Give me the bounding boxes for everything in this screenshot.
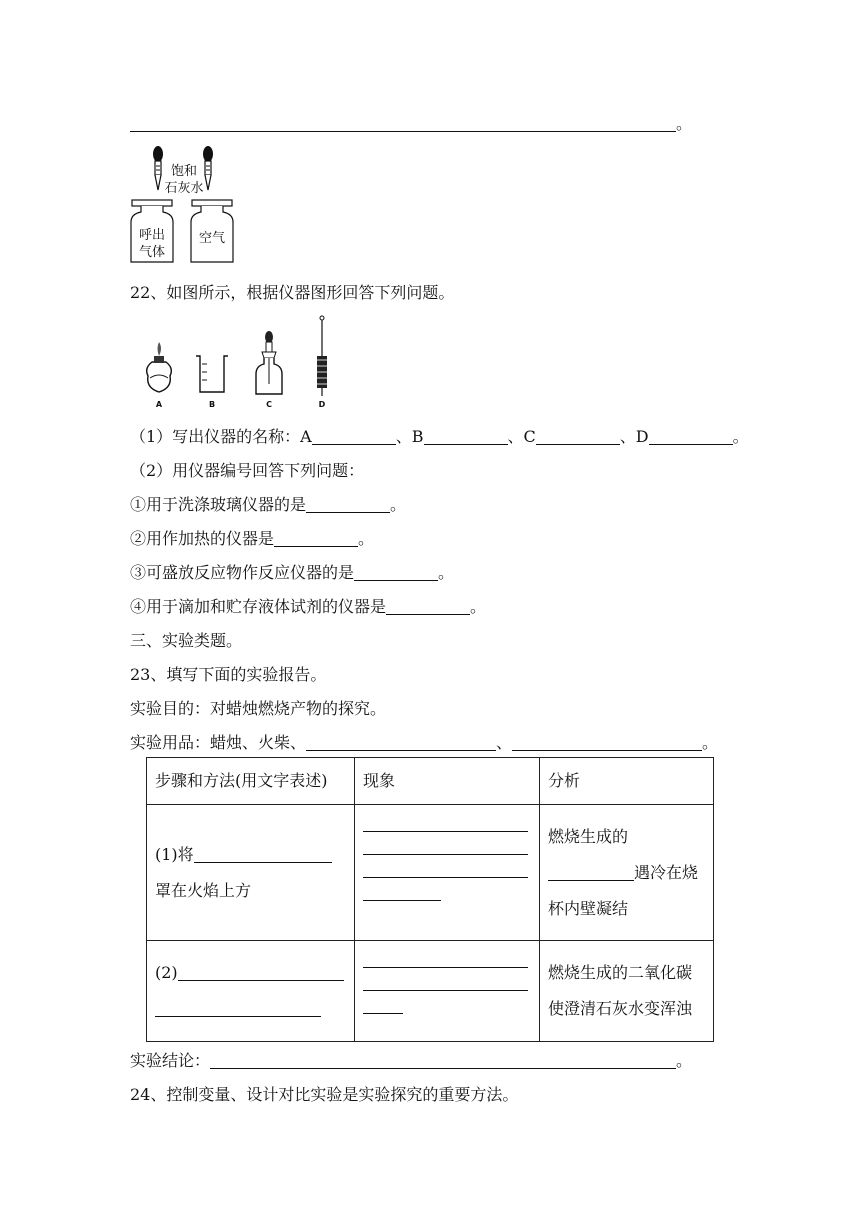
- q22-item-2: [130, 529, 374, 549]
- bottle1-label-line2: 气体: [138, 245, 166, 260]
- beaker-icon: [196, 356, 228, 392]
- q22-item-4-blank[interactable]: [386, 598, 470, 615]
- dropper-label-2: 石灰水: [164, 181, 204, 196]
- instruments-figure: [136, 312, 346, 412]
- q22-item-1: [130, 495, 406, 515]
- header-analysis: 分析: [540, 758, 714, 805]
- q23-conclusion-end: 。: [676, 1051, 693, 1070]
- row1-analysis: [540, 805, 714, 941]
- experiment-report-table: [146, 757, 714, 1042]
- header-step: 步骤和方法(用文字表述): [147, 758, 355, 805]
- q22-part1: [130, 427, 749, 447]
- row2-phenomenon[interactable]: [355, 941, 540, 1042]
- conclusion-blank[interactable]: [210, 1052, 676, 1069]
- blank-a[interactable]: [312, 428, 396, 445]
- table-row: [147, 941, 714, 1042]
- alcohol-lamp-icon: [147, 342, 172, 392]
- row1-analysis-line2: 遇冷在烧: [634, 862, 699, 882]
- dropping-bottle-icon: [256, 331, 282, 394]
- row1-step: [147, 805, 355, 941]
- q22-part1-end: 。: [732, 427, 749, 446]
- sep-c: 、C: [507, 427, 536, 446]
- q22-item-2-text: ②用作加热的仪器是: [130, 529, 275, 548]
- limewater-figure: [128, 142, 244, 264]
- blank-c[interactable]: [536, 428, 620, 445]
- row1-step-blank[interactable]: [194, 846, 332, 863]
- q22-item-2-blank[interactable]: [274, 530, 358, 547]
- q22-title: 22、如图所示，根据仪器图形回答下列问题。: [130, 283, 455, 302]
- section-3-heading: 三、实验类题。: [130, 631, 243, 650]
- sep-b: 、B: [395, 427, 424, 446]
- supplies-blank-1[interactable]: [306, 734, 496, 751]
- dropper-label-1: 饱和: [170, 164, 198, 179]
- q22-item-2-end: 。: [358, 529, 375, 548]
- q22-item-4: [130, 597, 486, 617]
- row1-analysis-line1: 燃烧生成的: [548, 826, 629, 846]
- q23-supplies-prefix: 实验用品：蜡烛、火柴、: [130, 733, 307, 752]
- sep-d: 、D: [619, 427, 649, 446]
- label-b: B: [208, 400, 216, 409]
- q23-supplies-end: 。: [702, 733, 719, 752]
- q22-item-3: [130, 563, 454, 583]
- supplies-blank-2[interactable]: [512, 734, 702, 751]
- q22-item-4-end: 。: [470, 597, 487, 616]
- table-row: [147, 805, 714, 941]
- row2-analysis-line1: 燃烧生成的二氧化碳: [548, 963, 693, 982]
- bottle1-label-line1: 呼出: [138, 228, 166, 243]
- header-phenomenon: 现象: [355, 758, 540, 805]
- q23-conclusion-prefix: 实验结论：: [130, 1051, 211, 1070]
- row2-analysis: [540, 941, 714, 1042]
- row2-analysis-line2: 使澄清石灰水变浑浊: [548, 999, 693, 1018]
- q22-item-1-text: ①用于洗涤玻璃仪器的是: [130, 495, 307, 514]
- q22-item-3-blank[interactable]: [354, 564, 438, 581]
- q23-purpose: 实验目的：对蜡烛燃烧产物的探究。: [130, 699, 387, 718]
- q22-item-3-end: 。: [438, 563, 455, 582]
- q24-title: 24、控制变量、设计对比实验是实验探究的重要方法。: [130, 1085, 519, 1104]
- test-tube-brush-icon: [316, 316, 328, 396]
- row1-step-suffix: 罩在火焰上方: [155, 880, 252, 900]
- q23-supplies-sep: 、: [496, 733, 513, 752]
- q21-blank[interactable]: [130, 115, 676, 132]
- dropper-icon: [203, 146, 213, 190]
- row1-step-prefix: (1)将: [155, 844, 194, 864]
- q23-supplies: [130, 733, 718, 753]
- row1-phenomenon[interactable]: [355, 805, 540, 941]
- row2-step-blank-1[interactable]: [178, 964, 344, 981]
- dropper-icon: [153, 146, 163, 190]
- blank-b[interactable]: [424, 428, 508, 445]
- q22-item-4-text: ④用于滴加和贮存液体试剂的仪器是: [130, 597, 387, 616]
- q22-item-3-text: ③可盛放反应物作反应仪器的是: [130, 563, 355, 582]
- row1-analysis-blank[interactable]: [548, 864, 634, 881]
- q22-item-1-blank[interactable]: [306, 496, 390, 513]
- table-header-row: [147, 758, 714, 805]
- q23-conclusion: [130, 1051, 692, 1071]
- q23-title: 23、填写下面的实验报告。: [130, 665, 327, 684]
- q22-part2: （2）用仪器编号回答下列问题：: [130, 461, 365, 480]
- blank-d[interactable]: [649, 428, 733, 445]
- label-c: C: [266, 400, 272, 409]
- q22-part1-prefix: （1）写出仪器的名称：A: [130, 427, 312, 446]
- label-d: D: [318, 400, 326, 409]
- q22-item-1-end: 。: [390, 495, 407, 514]
- row2-step-blank-2[interactable]: [155, 1000, 321, 1017]
- q21-end: 。: [676, 114, 693, 133]
- row2-step-prefix: (2): [155, 963, 178, 982]
- label-a: A: [155, 400, 163, 409]
- q21-answer-line[interactable]: [130, 114, 692, 134]
- row2-step: [147, 941, 355, 1042]
- row1-analysis-line3: 杯内壁凝结: [548, 898, 629, 918]
- bottle2-label: 空气: [198, 231, 226, 246]
